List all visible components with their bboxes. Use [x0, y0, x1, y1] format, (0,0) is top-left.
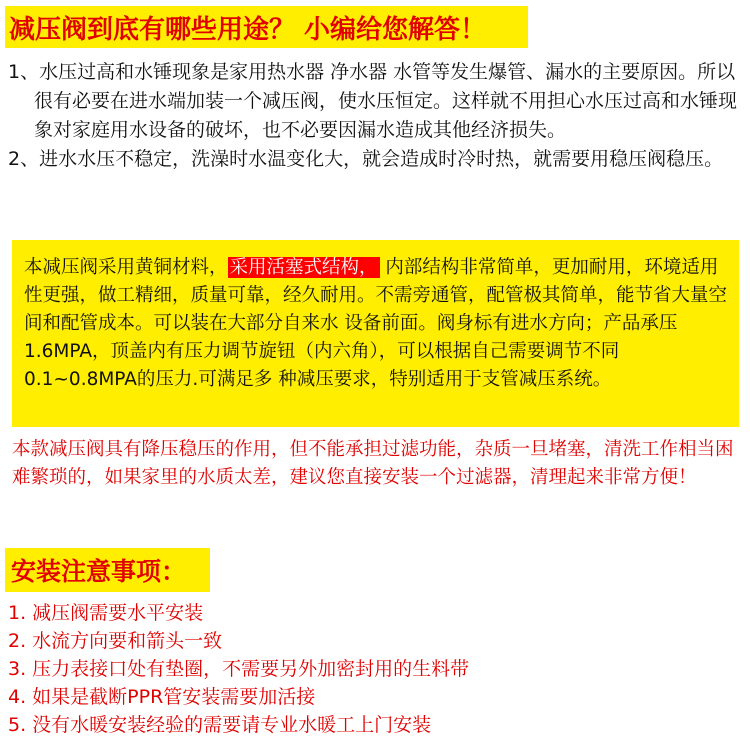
notice-title: 安装注意事项： — [11, 557, 187, 586]
notice-item-4: 4. 如果是截断PPR管安装需要加活接 — [8, 686, 316, 708]
notice-banner — [5, 548, 210, 592]
notice-item-3: 3. 压力表接口处有垫圈，不需要另外加密封用的生料带 — [8, 658, 470, 680]
notice-list — [8, 599, 746, 739]
notice-item-5: 5. 没有水暖安装经验的需要请专业水暖工上门安装 — [8, 714, 432, 736]
notice-item-1: 1. 减压阀需要水平安装 — [8, 602, 204, 624]
intro-section — [8, 58, 746, 174]
product-text-before: 本减压阀采用黄铜材料， — [24, 257, 228, 278]
product-description-box — [12, 240, 739, 427]
title-banner — [5, 6, 528, 48]
intro-item-1: 1、水压过高和水锤现象是家用热水器 净水器 水管等发生爆管、漏水的主要原因。所以很有必要在进水端加装一个减压阀，使水压恒定。这样就不用担心水压过高和水锤现象对家庭用水设备的破坏，也不必要因漏水造成其他经济损失。 — [8, 61, 738, 141]
intro-item-2: 2、进水水压不稳定，洗澡时水温变化大，就会造成时冷时热，就需要用稳压阀稳压。 — [8, 148, 724, 170]
product-highlight: 采用活塞式结构， — [229, 257, 378, 278]
product-text-after: 内部结构非常简单，更加耐用，环境适用性更强，做工精细，质量可靠，经久耐用。不需旁通管，配管极其简单，能节省大量空间和配管成本。可以装在大部分自来水 设备前面。阀身标有进水方向；产品承压1.6MPA，顶盖内有压力调节旋钮（内六角），可以根据自己需要调节不同0.1~0.8MPA的压力.可满足多 种减压要求，特别适用于支管减压系统。 — [24, 257, 728, 390]
page-title: 减压阀到底有哪些用途？ 小编给您解答！ — [9, 14, 487, 45]
notice-item-2: 2. 水流方向要和箭头一致 — [8, 630, 223, 652]
filter-warning: 本款减压阀具有降压稳压的作用，但不能承担过滤功能，杂质一旦堵塞，清洗工作相当困难繁琐的，如果家里的水质太差，建议您直接安装一个过滤器，清理起来非常方便！ — [12, 439, 734, 488]
